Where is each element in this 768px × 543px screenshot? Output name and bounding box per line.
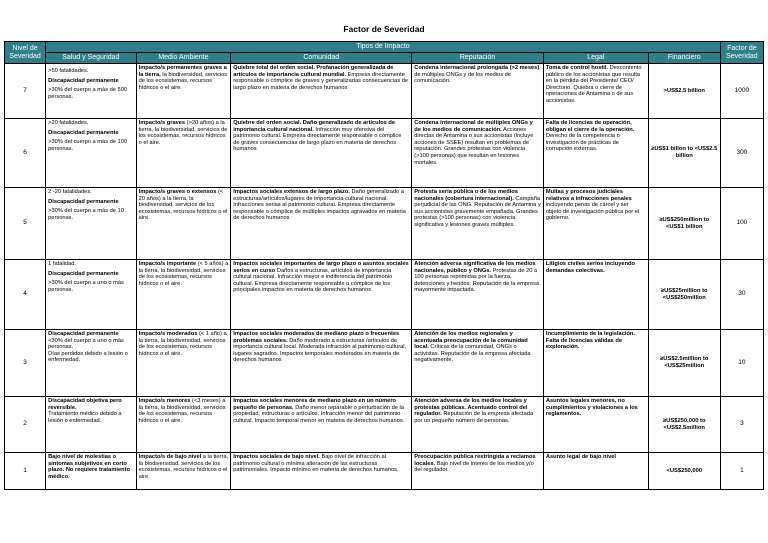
reputacion-cell [412, 64, 544, 119]
medio-bold: Impacto/s permanentes graves a la tierra, [138, 65, 227, 78]
reputacion-cell [412, 397, 544, 453]
table-row [5, 119, 764, 188]
legal-cell [543, 260, 648, 330]
severity-level: 1 [5, 453, 46, 490]
comunidad-cell [231, 453, 412, 490]
factor-cell: 30 [720, 260, 763, 330]
table-row [5, 188, 764, 260]
factor-cell: 1000 [720, 64, 763, 119]
salud-cell [46, 119, 137, 188]
salud-cell [46, 64, 137, 119]
header-financiero: Financiero [648, 53, 720, 64]
legal-text: Derecho de la competencia o investigación de prácticas de corrupción externas. [545, 133, 620, 153]
comunidad-text: Daño menor reparable o perturbación de la propiedad, estructuras o artículos. Infracción menor del patrimonio cultural. Impacto temporal menor en materia de derechos humanos. [233, 404, 405, 424]
header-legal: Legal [543, 53, 648, 64]
reputacion-cell [412, 453, 544, 490]
salud-line: Discapacidad permanente [48, 270, 119, 277]
financiero-cell: >US$2.5 billion [648, 64, 720, 119]
header-factor: Factor de Severidad [720, 42, 763, 64]
medio-text: (< 20 años) a la tierra, la biodiversidad, servicios de los ecosistemas, recursos hídricos o el aire. [138, 189, 228, 222]
severity-level: 2 [5, 397, 46, 453]
medio-text: la biodiversidad, servicios de los ecosistemas, recursos hídricos o el aire. [138, 71, 228, 91]
medio-cell [136, 188, 231, 260]
reputacion-bold: Preocupación publica restringida a reclamos locales. [414, 454, 536, 467]
financiero-cell: ≥US$2.5million to <US$25million [648, 330, 720, 397]
reputacion-bold: Protesta seria pública o de los medios nacionales (cobertura internacional). [414, 189, 518, 202]
comunidad-cell [231, 397, 412, 453]
financiero-cell: ≥US$25million to <US$250million [648, 260, 720, 330]
salud-line: >30% del cuerpo a más de 10 personas. [48, 208, 124, 221]
severity-level: 4 [5, 260, 46, 330]
comunidad-bold: Impactos sociales moderados de mediano plazo o frecuentes problemas sociales. [233, 331, 400, 344]
comunidad-bold: Quiebre del orden social. Daño generalizado de artículos de importancia cultural nacional. [233, 120, 396, 133]
medio-bold: Impacto/s importante [138, 261, 197, 267]
financiero-cell: ≥US$250million to <US$1 billion [648, 188, 720, 260]
reputacion-bold: Atención de los medios regionales y acentuada preocupación de la comunidad local. [414, 331, 528, 351]
reputacion-cell [412, 188, 544, 260]
salud-cell [46, 188, 137, 260]
comunidad-text: Bajo nivel de infracción al patrimonio cultural o mínima alteración de las estructuras patrimoniales. Impacto mínimo en materia de derechos humanos. [233, 454, 399, 474]
comunidad-cell [231, 64, 412, 119]
medio-cell [136, 64, 231, 119]
salud-line: >20 fatalidades. [48, 120, 89, 126]
salud-line: >50 fatalidades. [48, 68, 89, 74]
legal-bold: Asuntos legales menores, no cumplimientos y violaciones a los reglamentos. [545, 398, 638, 418]
page-title: Factor de Severidad [343, 24, 425, 34]
salud-line: Discapacidad objetiva pero reversible. [48, 398, 122, 411]
severity-level: 7 [5, 64, 46, 119]
comunidad-bold: Impactos sociales de bajo nivel. [233, 454, 320, 460]
reputacion-bold: Condena internacional prolongada (>2 meses) [414, 65, 540, 71]
legal-bold: Falta de licencias de operación, obligan el cierre de la operación. [545, 120, 635, 133]
medio-text: a la tierra, la biodiversidad, servicios de los ecosistemas, recursos hídricos o el aire. [138, 454, 229, 480]
medio-text: (>20 años) a la tierra, la biodiversidad, servicios de los ecosistemas, recursos hídricos o el aire. [138, 120, 228, 146]
medio-bold: Impacto/s menores [138, 398, 191, 404]
comunidad-cell [231, 330, 412, 397]
header-tipos: Tipos de Impacto [46, 42, 721, 53]
severity-table [4, 41, 764, 490]
comunidad-bold: Impactos sociales importantes de largo plazo o asuntos sociales serios en curso [233, 261, 409, 274]
legal-text: Descontento público de los accionistas que resulta en la pérdida del Presidente/ CEO/ Directorio. Quiebra o cierre de operaciones de Antamina o de sus accionistas. [545, 65, 642, 104]
salud-line: >30% del cuerpo a uno o más personas. [48, 280, 124, 293]
legal-bold: Asunto legal de bajo nivel [545, 454, 617, 460]
salud-line: >30% del cuerpo a más de 500 personas. [48, 87, 128, 100]
header-medio: Medio Ambiente [136, 53, 231, 64]
reputacion-bold: Atención adversa de los medios locales y protestas públicas. Acentuado control del regulador. [414, 398, 528, 418]
medio-cell [136, 397, 231, 453]
reputacion-text: de múltiples ONGs y de los medios de comunicación. [414, 71, 511, 85]
reputacion-cell [412, 119, 544, 188]
legal-cell [543, 188, 648, 260]
header-salud: Salud y Seguridad [46, 53, 137, 64]
factor-cell: 10 [720, 330, 763, 397]
financiero-cell: <US$250,000 [648, 453, 720, 490]
salud-line: Días perdidos debido a lesión o enfermedad. [48, 350, 128, 364]
medio-bold: Impacto/s moderados [138, 331, 198, 337]
reputacion-bold: Atención adversa significativa de los medios nacionales, público y ONGs. [414, 261, 536, 274]
reputacion-cell [412, 260, 544, 330]
legal-cell [543, 330, 648, 397]
financiero-cell: ≥US$1 billon to <US$2.5 billion [648, 119, 720, 188]
medio-bold: Impacto/s graves o extensos [138, 189, 217, 195]
medio-text: (< 1 año) a la tierra, la biodiversidad, servicios de los ecosistemas, recursos hídricos o el aire. [138, 331, 227, 357]
reputacion-bold: Condena internacional de múltiples ONGs y de los medios de comunicación. [414, 120, 533, 133]
reputacion-cell [412, 330, 544, 397]
table-row [5, 453, 764, 490]
legal-bold: Litigios civiles serios incluyendo demandas colectivas. [545, 261, 635, 274]
medio-text: (<3 meses) a la tierra, la biodiversidad, servicios de los ecosistemas, recursos hídricos o el aire. [138, 398, 226, 424]
severity-level: 3 [5, 330, 46, 397]
comunidad-text: Daño moderado a estructuras /artículos de importancia cultural local. Moderada infracción al patrimonio cultural, lugares sagrados. Impactos temporales moderados en materia de derechos humanos [233, 337, 407, 364]
table-row [5, 64, 764, 119]
legal-cell [543, 397, 648, 453]
reputacion-text: Bajo nivel de interés de los medios y/o del regulador. [414, 460, 534, 474]
salud-line: Discapacidad permanente [48, 129, 119, 136]
factor-cell: 3 [720, 397, 763, 453]
medio-cell [136, 330, 231, 397]
table-row [5, 330, 764, 397]
salud-line: Discapacidad permanente [48, 77, 119, 84]
salud-cell [46, 330, 137, 397]
comunidad-bold: Quiebre total del orden social. Profanación generalizada de artículos de importancia cultural mundial. [233, 65, 394, 78]
factor-cell: 1 [720, 453, 763, 490]
reputacion-text: Campaña perjudicial de las ONG. Reputación de Antamina y sus accionistas gravemente empañada. Grandes protestas (>100 personas) con violencia significativa y lesiones graves múltiples. [414, 195, 541, 228]
salud-line: <30% del cuerpo a uno o más personas. [48, 337, 124, 351]
legal-cell [543, 64, 648, 119]
reputacion-text: Acciones directas de Antamina o sus accionistas (incluye acciones de SSEE) resultan en problemas de reputación. Grandes protestas con violencia (>100 personas) que resultan en lesiones mortales. [414, 126, 534, 166]
salud-line: >30% del cuerpo a más de 100 personas. [48, 139, 128, 152]
medio-bold: Impacto/s de bajo nivel [138, 454, 202, 460]
legal-bold: Toma de control hostil. [545, 65, 609, 71]
comunidad-text: Infracción muy ofensiva del patrimonio cultural. Empresa directamente responsable o cómplice de graves consecuencias de largo plazo en materia de derechos humanos [233, 126, 402, 153]
header-nivel: Nivel de Severidad [5, 42, 46, 64]
comunidad-text: Empresa directamente responsable o cómplice de graves y generalizadas consecuencias de largo plazo en materia de derechos humanos [233, 71, 409, 91]
comunidad-cell [231, 119, 412, 188]
factor-cell: 300 [720, 119, 763, 188]
medio-cell [136, 260, 231, 330]
medio-text: (< 5 años) a la tierra, la biodiversidad, servicios de los ecosistemas, recursos hídricos o el aire. [138, 261, 229, 287]
medio-cell [136, 453, 231, 490]
comunidad-bold: Impactos sociales menores de mediano plazo en un número pequeño de personas. [233, 398, 397, 411]
salud-cell [46, 397, 137, 453]
financiero-cell: ≥US$250,000 to <US$2.5million [648, 397, 720, 453]
reputacion-text: Reputación de la empresa afectada por un pequeño número de personas. [414, 411, 534, 424]
salud-line: 1 fatalidad. [48, 261, 76, 267]
medio-cell [136, 119, 231, 188]
salud-line: Tratamiento médico debido a lesión o enfermedad. [48, 411, 122, 424]
legal-bold: Incumplimiento de la legislación. Falta de licencias válidas de exploración. [545, 331, 635, 351]
legal-bold: Multas y procesos judiciales relativos a infracciones penales [545, 189, 632, 202]
comunidad-cell [231, 188, 412, 260]
table-body [5, 64, 764, 490]
salud-cell [46, 453, 137, 490]
salud-cell [46, 260, 137, 330]
severity-level: 5 [5, 188, 46, 260]
legal-cell [543, 453, 648, 490]
legal-text: incluyendo penas de cárcel y ser objeto de investigación pública por el gobierno. [545, 202, 640, 222]
comunidad-text: Daños a estructuras, artículos de importancia cultural nacional. Infracción mayor e indiferencia del patrimonio cultural. Empresa directamente responsable o cómplice de los principales impactos en materia de derechos humanos [233, 267, 393, 294]
comunidad-cell [231, 260, 412, 330]
salud-line: Discapacidad permanente [48, 198, 119, 205]
table-row [5, 260, 764, 330]
legal-cell [543, 119, 648, 188]
salud-line: Bajo nivel de molestias o síntomas subjetivos en corto plazo. No requiere tratamiento médico. [48, 454, 130, 480]
table-row [5, 397, 764, 453]
header-reputacion: Reputación [412, 53, 544, 64]
salud-line: Discapacidad permanente [48, 331, 119, 337]
comunidad-text: Daño generalizado a estructuras/artículos/lugares de importancia cultural nacional. Infracciones serias al patrimonio cultural. Empresa directamente responsable o cómplice de múltiples impactos agravados en materia de derechos humanos [233, 189, 406, 222]
factor-cell: 100 [720, 188, 763, 260]
salud-line: 2 -20 fatalidades. [48, 189, 92, 195]
header-comunidad: Comunidad [231, 53, 412, 64]
medio-bold: Impacto/s graves [138, 120, 186, 126]
reputacion-text: Críticas de la comunidad, ONGs o activistas. Reputación de la empresa afectada negativamente. [414, 344, 531, 364]
reputacion-text: Protestas de 20 a 100 personas reprimidas por la fuerza, detenciones y heridos. Reputación de la empresa mayormente impactada. [414, 267, 540, 294]
comunidad-bold: Impactos sociales extensos de largo plazo. [233, 189, 350, 195]
severity-level: 6 [5, 119, 46, 188]
